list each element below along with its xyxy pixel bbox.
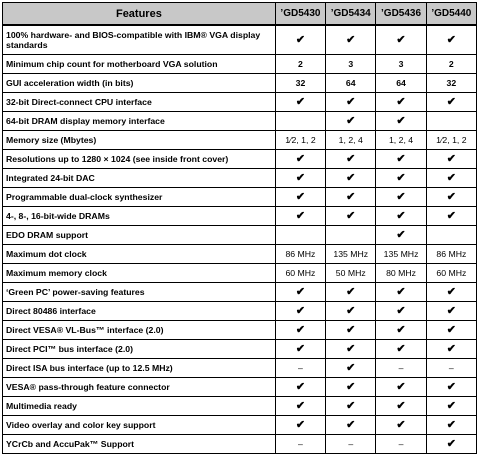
check-icon: ✔: [426, 435, 476, 454]
table-row: [3, 226, 477, 245]
value-cell: –: [275, 359, 325, 378]
check-icon: ✔: [326, 207, 376, 226]
table-row: [3, 302, 477, 321]
check-icon: ✔: [376, 378, 426, 397]
feature-label: Direct VESA® VL-Bus™ interface (2.0): [3, 321, 276, 340]
check-icon: ✔: [275, 397, 325, 416]
chip-header-gd5434: ’GD5434: [326, 3, 376, 26]
feature-label: Integrated 24-bit DAC: [3, 169, 276, 188]
value-cell: –: [426, 359, 476, 378]
table-row: [3, 435, 477, 454]
check-icon: ✔: [326, 25, 376, 55]
feature-label: Resolutions up to 1280 × 1024 (see inside front cover): [3, 150, 276, 169]
value-cell: 1⁄2, 1, 2: [426, 131, 476, 150]
check-icon: ✔: [376, 188, 426, 207]
feature-label: Direct ISA bus interface (up to 12.5 MHz): [3, 359, 276, 378]
check-icon: ✔: [326, 188, 376, 207]
check-icon: ✔: [376, 226, 426, 245]
check-icon: ✔: [326, 397, 376, 416]
value-cell: 64: [326, 74, 376, 93]
value-cell: 50 MHz: [326, 264, 376, 283]
feature-label: Memory size (Mbytes): [3, 131, 276, 150]
check-icon: ✔: [426, 416, 476, 435]
value-cell: 86 MHz: [426, 245, 476, 264]
check-icon: ✔: [376, 283, 426, 302]
check-icon: ✔: [326, 150, 376, 169]
check-icon: ✔: [326, 378, 376, 397]
check-icon: ✔: [426, 93, 476, 112]
value-cell: 86 MHz: [275, 245, 325, 264]
check-icon: ✔: [326, 416, 376, 435]
check-icon: ✔: [326, 321, 376, 340]
check-icon: ✔: [426, 25, 476, 55]
table-row: [3, 207, 477, 226]
check-icon: ✔: [426, 207, 476, 226]
check-icon: ✔: [275, 302, 325, 321]
table-row: [3, 340, 477, 359]
check-icon: ✔: [275, 93, 325, 112]
value-cell: 2: [275, 55, 325, 74]
table-row: [3, 245, 477, 264]
value-cell: 60 MHz: [275, 264, 325, 283]
feature-label: VESA® pass-through feature connector: [3, 378, 276, 397]
check-icon: ✔: [376, 416, 426, 435]
value-cell: 3: [326, 55, 376, 74]
check-icon: ✔: [326, 169, 376, 188]
table-row: [3, 397, 477, 416]
check-icon: ✔: [275, 207, 325, 226]
value-cell: 1, 2, 4: [376, 131, 426, 150]
check-icon: ✔: [275, 25, 325, 55]
check-icon: ✔: [326, 359, 376, 378]
check-icon: ✔: [426, 378, 476, 397]
feature-label: Multimedia ready: [3, 397, 276, 416]
value-cell: 32: [275, 74, 325, 93]
value-cell: [275, 226, 325, 245]
feature-label: Direct PCI™ bus interface (2.0): [3, 340, 276, 359]
features-header: Features: [3, 3, 276, 26]
value-cell: 135 MHz: [376, 245, 426, 264]
check-icon: ✔: [326, 302, 376, 321]
feature-table: [2, 2, 477, 454]
check-icon: ✔: [275, 283, 325, 302]
value-cell: 60 MHz: [426, 264, 476, 283]
chip-header-gd5440: ’GD5440: [426, 3, 476, 26]
feature-label: GUI acceleration width (in bits): [3, 74, 276, 93]
table-row: [3, 378, 477, 397]
table-row: [3, 150, 477, 169]
feature-label: Direct 80486 interface: [3, 302, 276, 321]
header-row: [3, 3, 477, 26]
check-icon: ✔: [275, 378, 325, 397]
feature-label: Programmable dual-clock synthesizer: [3, 188, 276, 207]
value-cell: –: [326, 435, 376, 454]
value-cell: [326, 226, 376, 245]
check-icon: ✔: [426, 188, 476, 207]
check-icon: ✔: [275, 321, 325, 340]
value-cell: 135 MHz: [326, 245, 376, 264]
value-cell: 1, 2, 4: [326, 131, 376, 150]
value-cell: [426, 226, 476, 245]
check-icon: ✔: [275, 416, 325, 435]
check-icon: ✔: [326, 340, 376, 359]
table-row: [3, 359, 477, 378]
check-icon: ✔: [376, 302, 426, 321]
table-row: [3, 264, 477, 283]
feature-label: Maximum dot clock: [3, 245, 276, 264]
value-cell: 2: [426, 55, 476, 74]
feature-label: EDO DRAM support: [3, 226, 276, 245]
table-row: [3, 169, 477, 188]
feature-label: 4-, 8-, 16-bit-wide DRAMs: [3, 207, 276, 226]
table-row: [3, 416, 477, 435]
check-icon: ✔: [426, 150, 476, 169]
table-row: [3, 131, 477, 150]
table-row: [3, 74, 477, 93]
feature-label: 100% hardware- and BIOS-compatible with IBM® VGA display standards: [3, 25, 276, 55]
check-icon: ✔: [426, 302, 476, 321]
value-cell: –: [376, 359, 426, 378]
feature-comparison: [2, 2, 477, 454]
check-icon: ✔: [275, 340, 325, 359]
chip-header-gd5436: ’GD5436: [376, 3, 426, 26]
check-icon: ✔: [376, 340, 426, 359]
value-cell: –: [275, 435, 325, 454]
check-icon: ✔: [326, 283, 376, 302]
check-icon: ✔: [326, 93, 376, 112]
check-icon: ✔: [376, 150, 426, 169]
feature-label: 64-bit DRAM display memory interface: [3, 112, 276, 131]
value-cell: [275, 112, 325, 131]
value-cell: 3: [376, 55, 426, 74]
feature-label: Minimum chip count for motherboard VGA solution: [3, 55, 276, 74]
feature-label: Maximum memory clock: [3, 264, 276, 283]
check-icon: ✔: [426, 340, 476, 359]
check-icon: ✔: [376, 321, 426, 340]
check-icon: ✔: [426, 397, 476, 416]
table-row: [3, 283, 477, 302]
table-row: [3, 55, 477, 74]
feature-label: YCrCb and AccuPak™ Support: [3, 435, 276, 454]
check-icon: ✔: [275, 188, 325, 207]
check-icon: ✔: [376, 93, 426, 112]
check-icon: ✔: [426, 321, 476, 340]
table-row: [3, 93, 477, 112]
check-icon: ✔: [376, 25, 426, 55]
check-icon: ✔: [376, 169, 426, 188]
value-cell: 80 MHz: [376, 264, 426, 283]
table-row: [3, 188, 477, 207]
chip-header-gd5430: ’GD5430: [275, 3, 325, 26]
value-cell: 1⁄2, 1, 2: [275, 131, 325, 150]
value-cell: 32: [426, 74, 476, 93]
value-cell: 64: [376, 74, 426, 93]
check-icon: ✔: [326, 112, 376, 131]
table-row: [3, 25, 477, 55]
check-icon: ✔: [275, 169, 325, 188]
check-icon: ✔: [275, 150, 325, 169]
check-icon: ✔: [376, 207, 426, 226]
check-icon: ✔: [426, 283, 476, 302]
feature-label: Video overlay and color key support: [3, 416, 276, 435]
table-row: [3, 321, 477, 340]
value-cell: [426, 112, 476, 131]
table-row: [3, 112, 477, 131]
feature-label: ‘Green PC’ power-saving features: [3, 283, 276, 302]
feature-label: 32-bit Direct-connect CPU interface: [3, 93, 276, 112]
check-icon: ✔: [426, 169, 476, 188]
check-icon: ✔: [376, 397, 426, 416]
check-icon: ✔: [376, 112, 426, 131]
value-cell: –: [376, 435, 426, 454]
